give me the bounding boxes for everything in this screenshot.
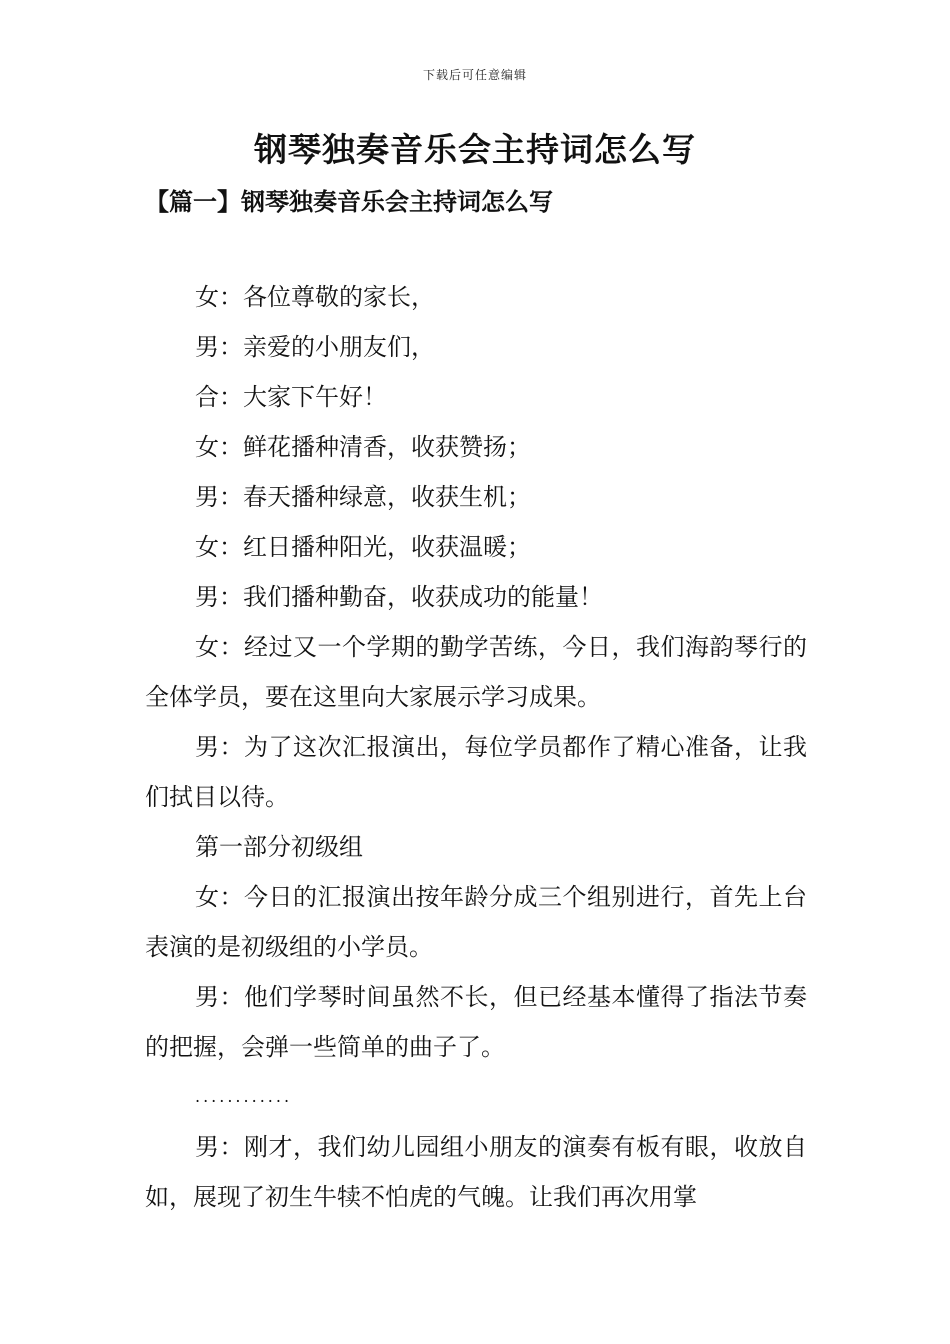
paragraph: 男：他们学琴时间虽然不长，但已经基本懂得了指法节奏的把握，会弹一些简单的曲子了。 [145,983,807,1061]
subsection-heading: 第一部分初级组 [195,833,363,861]
paragraph: 男：我们播种勤奋，收获成功的能量！ [195,583,603,611]
paragraph: 女：鲜花播种清香，收获赞扬； [195,433,531,461]
paragraph: 合：大家下午好！ [195,383,387,411]
page-header-note: 下载后可任意编辑 [422,68,527,82]
document-title: 钢琴独奏音乐会主持词怎么写 [254,130,696,169]
paragraph: 女：今日的汇报演出按年龄分成三个组别进行，首先上台表演的是初级组的小学员。 [145,883,807,961]
ellipsis-separator: ............ [195,1087,293,1106]
paragraph: 男：春天播种绿意，收获生机； [195,483,531,511]
paragraph: 男：刚才，我们幼儿园组小朋友的演奏有板有眼，收放自如，展现了初生牛犊不怕虎的气魄。让我们再次用掌 [145,1133,807,1211]
paragraph: 女：各位尊敬的家长， [195,283,435,311]
paragraph: 女：红日播种阳光，收获温暖； [195,533,531,561]
paragraph: 男：为了这次汇报演出，每位学员都作了精心准备，让我们拭目以待。 [145,733,807,811]
paragraph: 女：经过又一个学期的勤学苦练，今日，我们海韵琴行的全体学员，要在这里向大家展示学习成果。 [145,633,807,711]
document-body [145,272,807,1222]
paragraph: 男：亲爱的小朋友们， [195,333,435,361]
section-heading: 【篇一】钢琴独奏音乐会主持词怎么写 [145,187,553,216]
